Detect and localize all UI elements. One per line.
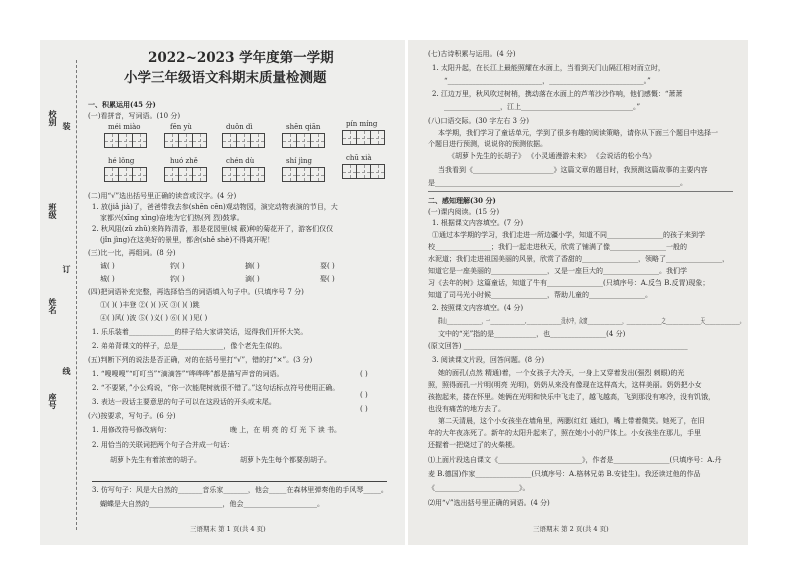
right-page <box>408 40 748 545</box>
q8-books: 《胡萝卜先生的长胡子》 《小灵通漫游未来》 《会说话的松小鸟》 <box>448 152 656 160</box>
answer-grid-8[interactable] <box>222 167 264 182</box>
pinyin-6: hé lǒng <box>108 157 135 165</box>
pinyin-9: shí jìng <box>286 157 312 165</box>
q7-item-1: 1. 太阳升起，在长江上最能照耀在水面上，当看到天门山隔江相对而立时， <box>432 64 665 72</box>
q6-item-3: 3. 仿写句子：风是大自然的_______音乐家_______，他会_____在森林里弹奏他的手风琴_____。 <box>92 486 388 494</box>
q3-r1-3: 摘( ) <box>245 262 260 270</box>
q8-line-1: 本学期，我们学习了童话单元，学到了很多有趣的阅读策略，请你从下面三个题目中选择一 <box>438 129 718 137</box>
q6-item-3b: 蝴蝶是大自然的_____________________，他会_____________________。 <box>100 500 324 508</box>
page-2-footer: 三语期末 第 2 页(共 4 页) <box>533 525 609 533</box>
reading-2-q: 3. 阅读课文片段，回答问题。(8 分) <box>432 356 545 364</box>
side-label-xian: 线 <box>62 367 72 375</box>
binding-line <box>76 60 77 530</box>
answer-grid-6[interactable] <box>104 167 146 182</box>
q3-r2-2: 钓( ) <box>170 275 185 283</box>
pinyin-8: chén dù <box>226 157 255 165</box>
q6-sentence-b: 胡萝卜先生每个都要刮胡子。 <box>240 456 331 464</box>
q7-item-1-blank[interactable]: “___________________________，___________________________。” <box>444 77 651 85</box>
reading-2-sub1: ⑴上面片段选自课文《________________________》，作者是________________(只填序号：A.丹 <box>428 456 722 464</box>
reading-1-q1: 1. 根据课文内容填空。(7 分) <box>432 219 524 227</box>
answer-grid-7[interactable] <box>164 167 206 182</box>
q4-sentence-1: 1. 乐乐装着_____________的样子给大家讲笑话，逗得我们开怀大笑。 <box>92 328 308 336</box>
q5-item-1: 1. “嗖嗖嗖”“叮叮当”“滴滴答”“哗哗哗”都是描写声音的词语。 <box>92 370 284 378</box>
q4-row-2: ④( )风( )波 ⑤( )义( ) ⑥( )( )见( ) <box>100 314 208 322</box>
side-label-zhuang: 装 <box>62 122 72 130</box>
pinyin-4: shēn qiān <box>286 123 321 131</box>
q1-heading: (一)看拼音，写词语。(10 分) <box>88 112 181 120</box>
reading-1-t2: 校________________；我们一起走进秋天，欣赏了铺满了像________________一般的 <box>428 243 687 251</box>
pinyin-2: fēn yù <box>170 123 192 131</box>
q3-r2-4: 娶( ) <box>320 275 335 283</box>
exam-year-title: 2022~2023 学年度第一学期 <box>148 50 334 66</box>
q3-r1-1: 诚( ) <box>100 262 115 270</box>
q5-answer-1[interactable]: ( ) <box>360 370 368 378</box>
answer-grid-5[interactable] <box>342 130 384 145</box>
passage-line-1: 她的面孔(点然 精通)着，一个女孩子大冷天，一身上又穿着发出(强烈 刺眼)的光 <box>438 369 685 377</box>
q2-heading: (二)用“√”选出括号里正确的读音或汉字。(4 分) <box>88 192 237 200</box>
q2-line-2: 家都兴(xīng xìng)奋地为它们热(列 烈)鼓掌。 <box>100 214 244 222</box>
q5-answer-2[interactable]: ( ) <box>360 391 368 399</box>
answer-grid-4[interactable] <box>282 133 324 148</box>
answer-grid-3[interactable] <box>222 133 264 148</box>
answer-grid-1[interactable] <box>104 133 146 148</box>
side-label-class: 班级 <box>48 203 58 219</box>
section-divider <box>428 191 733 192</box>
q3-r1-2: 钓( ) <box>170 262 185 270</box>
reading-1-t9: (原文回答) ________________________________________________________________ <box>428 342 688 350</box>
pinyin-10: chū xià <box>346 154 372 162</box>
passage-line-3: 孩抱起来，搂在怀里。她俩在光明和快乐中飞走了，越飞越高，飞到那没有寒冷，没有饥饿， <box>428 393 715 401</box>
q8-line-4[interactable]: 是______________________________________________________________________。 <box>428 179 687 187</box>
passage-line-6: 年的大年夜冻死了。新年的太阳升起来了，照在她小小的尸体上。小女孩坐在那儿，手里 <box>428 429 701 437</box>
q2-line-1: 1. 放(jiǎ jià)了，爸爸带我去参(shēn cēn)观动物园，演完动物表演的节目，大 <box>92 203 338 211</box>
q3-r2-3: 滴( ) <box>245 275 260 283</box>
section-2-heading: 二、感知理解(30 分) <box>428 196 496 205</box>
side-label-school: 校别 <box>48 110 58 126</box>
q5-item-2: 2. “不要紧，”小公鸡说，“你一次能爬树就很不错了。”这句话标点符号使用正确。 <box>92 384 340 392</box>
q6-sick-sentence: 晚 上，在 明 亮 的 灯 光 下 读 书。 <box>230 426 342 434</box>
q3-r2-1: 城( ) <box>100 275 115 283</box>
side-label-seat: 座号 <box>48 393 58 409</box>
answer-grid-10[interactable] <box>342 164 384 179</box>
page-1-footer: 三语期末 第 1 页(共 4 页) <box>190 525 266 533</box>
q3-heading: (三)比一比，再组词。(8 分) <box>88 249 176 257</box>
reading-1-t5: 习《去年的树》这篇童话，知道了牛有________________(只填序号：A.反刍 B.反胃)现象； <box>428 279 710 287</box>
q6-item-1: 1. 用修改符号修改病句： <box>92 426 171 434</box>
q6-answer-line[interactable] <box>92 481 387 482</box>
reading-1-heading: (一)课内阅读。(15 分) <box>428 208 500 216</box>
passage-line-4: 也没有痛苦的地方去了。 <box>428 405 505 413</box>
reading-2-sub1b: 麦 B.德国)作家________________(只填序号：A.格林兄弟 B.安徒生)。我还读过他的作品 <box>428 470 701 478</box>
answer-grid-9[interactable] <box>282 167 324 182</box>
q5-heading: (五)判断下列的说法是否正确，对的在括号里打“√”，错的打“×”。(3 分) <box>88 356 313 364</box>
passage-line-7: 还握着一把烧过了的火柴梗。 <box>428 441 519 449</box>
q7-item-2-blank[interactable]: ________________，江上________________________________。” <box>444 103 641 111</box>
q5-item-3: 3. 表达一段话主要意思的句子可以在这段话的开头或末尾。 <box>92 398 276 406</box>
q4-row-1: ①( )( )丰登 ②( )( )灭 ③( )( )跳 <box>100 301 200 309</box>
q2-line-4: (jǐn jìng)在这美好的景里，都舍(shě shè)不得离开呢！ <box>100 236 275 244</box>
q2-line-3: 2. 秋风阻(zǔ zhǔ)来阵阵清香，那是花园里(城 蔽)种的菊花开了，游客们仅仅 <box>92 225 334 233</box>
pinyin-7: huó zhě <box>170 157 198 165</box>
reading-1-t8: 文中的“光”指的是____________，也________________(4 分) <box>438 330 626 338</box>
q8-line-2: 个题目进行预测，说说你的预测依据。 <box>428 140 547 148</box>
q4-sentence-2: 2. 弟弟背课文的样子，总是_____________，像个老先生似的。 <box>92 342 287 350</box>
reading-1-t7: 群山________________，一________________,________________没水中，众窗________________，________________之________________天________________。 <box>438 317 745 325</box>
q6-heading: (六)按要求，写句子。(6 分) <box>88 412 176 420</box>
q3-r1-4: 耍( ) <box>320 262 335 270</box>
q8-line-3: 当我看到《_______________________》这篇文章的题目时，我预测这篇故事的主要内容 <box>438 166 708 174</box>
side-label-ding: 订 <box>62 265 72 273</box>
reading-2-sub1c: 《________________________》。 <box>428 484 530 492</box>
reading-1-t1: ①通过本学期的学习，我们走进一所边疆小学，知道不同________________的孩子来到学 <box>432 231 705 239</box>
q5-answer-3[interactable]: ( ) <box>360 405 368 413</box>
reading-1-t4: 知道它是一座美丽的________________，又是一座巨大的________________。我们学 <box>428 267 687 275</box>
exam-title: 小学三年级语文科期末质量检测题 <box>124 70 327 86</box>
q7-item-2: 2. 江边万里，秋风吹过树梢，携动落在水面上的芦苇沙沙作响，他们感慨：“萧萧 <box>432 90 683 98</box>
reading-1-t3: 水泥道；我们走进祖国美丽的风景，欣赏了香甜的________________，领略了________________， <box>428 255 729 263</box>
q7-heading: (七)古诗积累与运用。(4 分) <box>428 50 516 58</box>
answer-grid-2[interactable] <box>164 133 206 148</box>
q4-heading: (四)把词语补充完整，再选择恰当的词语填入句子中。(只填序号 7 分) <box>88 288 304 296</box>
q8-heading: (八)口语交际。(30 字左右 3 分) <box>428 117 529 125</box>
pinyin-3: duǒn dì <box>226 123 253 131</box>
reading-1-q2: 2. 按照课文内容填空。(4 分) <box>432 304 524 312</box>
pinyin-1: méi miào <box>108 123 141 131</box>
passage-line-2: 照，照得面孔一片明(明亮 光明)，奶奶从来没有像现在这样高大，这样美丽。奶奶把小女 <box>428 381 702 389</box>
left-page <box>40 40 405 545</box>
reading-2-sub2: ⑵用“√”选出括号里正确的词语。(4 分) <box>428 499 550 507</box>
side-label-name: 姓名 <box>48 298 58 314</box>
section-1-heading: 一、积累运用(45 分) <box>88 100 156 109</box>
reading-1-t6: 知道了司马光小时候________________，帮助儿童的________________。 <box>428 291 652 299</box>
q6-item-2: 2. 用恰当的关联词把两个句子合并成一句话： <box>92 441 234 449</box>
q6-sentence-a: 胡萝卜先生有着浓密的胡子。 <box>110 456 201 464</box>
passage-line-5: 第二天清晨，这个小女孩坐在墙角里，两腮(红红 通红)，嘴上带着微笑。她死了，在旧 <box>438 417 705 425</box>
pinyin-5: pín míng <box>346 120 378 128</box>
